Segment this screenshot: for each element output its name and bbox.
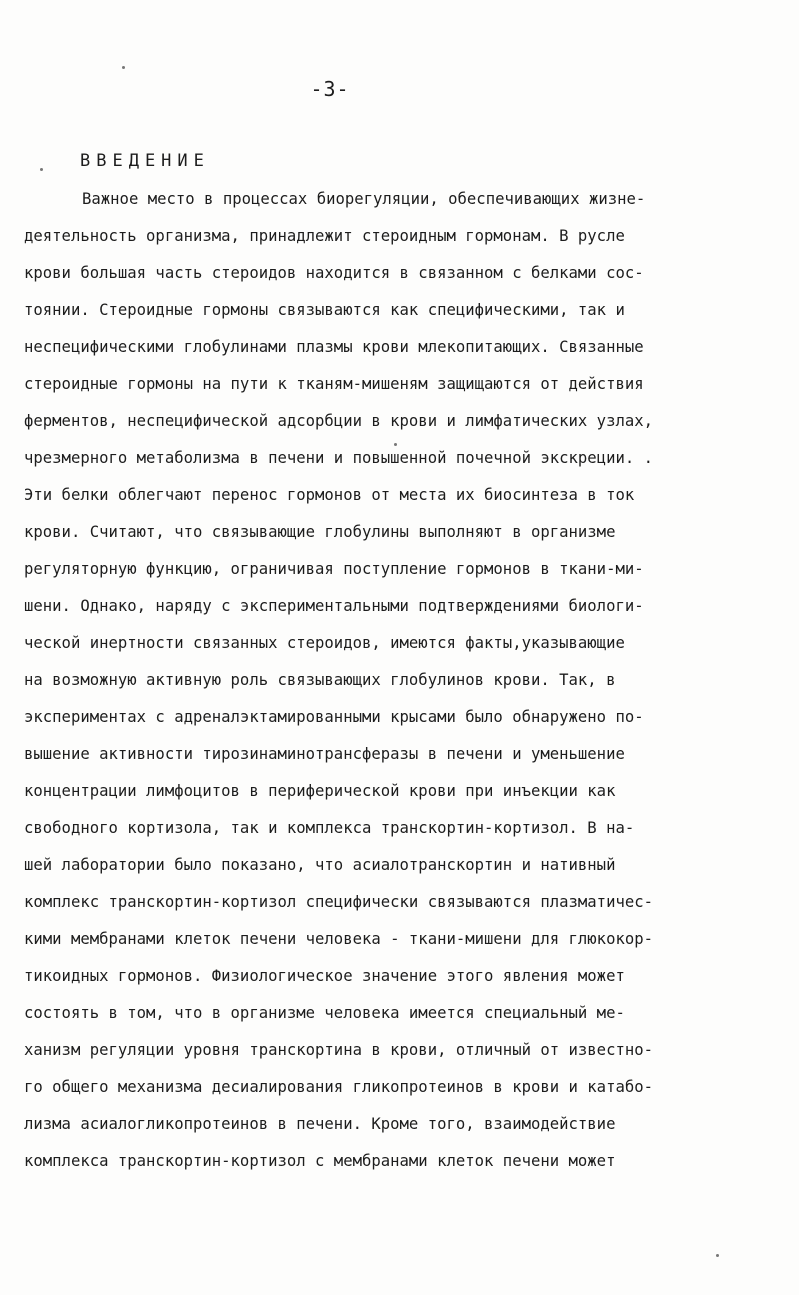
text-line: ханизм регуляции уровня транскортина в крови, отличный от известно- [24, 1041, 654, 1059]
text-line: комплекс транскортин-кортизол специфически связываются плазматичес- [24, 893, 654, 911]
paper-speck [122, 66, 125, 69]
text-line: ческой инертности связанных стероидов, имеются факты,указывающие [24, 634, 625, 652]
text-line: Важное место в процессах биорегуляции, обеспечивающих жизне- [82, 190, 646, 208]
paper-speck [716, 1254, 719, 1257]
text-line: чрезмерного метаболизма в печени и повышенной почечной экскреции. . [24, 449, 654, 467]
text-line: шей лаборатории было показано, что асиалотранскортин и нативный [24, 856, 616, 874]
text-line: крови большая часть стероидов находится в связанном с белками сос- [24, 264, 644, 282]
text-line: ферментов, неспецифической адсорбции в крови и лимфатических узлах, [24, 412, 654, 430]
text-line: комплекса транскортин-кортизол с мембранами клеток печени может [24, 1152, 616, 1170]
text-line: состоять в том, что в организме человека имеется специальный ме- [24, 1004, 625, 1022]
text-line: го общего механизма десиалирования гликопротеинов в крови и катабо- [24, 1078, 654, 1096]
page-number: -3- [310, 77, 350, 101]
text-line: свободного кортизола, так и комплекса транскортин-кортизол. В на- [24, 819, 635, 837]
text-line: деятельность организма, принадлежит стероидным гормонам. В русле [24, 227, 625, 245]
text-line: тикоидных гормонов. Физиологическое значение этого явления может [24, 967, 625, 985]
text-line: кими мембранами клеток печени человека - ткани-мишени для глюкокор- [24, 930, 654, 948]
text-line: лизма асиалогликопротеинов в печени. Кроме того, взаимодействие [24, 1115, 616, 1133]
text-line: крови. Считают, что связывающие глобулины выполняют в организме [24, 523, 616, 541]
text-line: экспериментах с адреналэктамированными крысами было обнаружено по- [24, 708, 644, 726]
text-line: регуляторную функцию, ограничивая поступление гормонов в ткани-ми- [24, 560, 644, 578]
text-line: шени. Однако, наряду с экспериментальными подтверждениями биологи- [24, 597, 644, 615]
text-line: Эти белки облегчают перенос гормонов от места их биосинтеза в ток [24, 486, 635, 504]
text-line: тоянии. Стероидные гормоны связываются как специфическими, так и [24, 301, 625, 319]
text-line: концентрации лимфоцитов в периферической крови при инъекции как [24, 782, 616, 800]
paper-speck [40, 168, 43, 171]
text-line: на возможную активную роль связывающих глобулинов крови. Так, в [24, 671, 616, 689]
text-line: неспецифическими глобулинами плазмы крови млекопитающих. Связанные [24, 338, 644, 356]
text-line: стероидные гормоны на пути к тканям-мишеням защищаются от действия [24, 375, 644, 393]
section-heading: ВВЕДЕНИЕ [80, 151, 210, 171]
text-line: вышение активности тирозинаминотрансферазы в печени и уменьшение [24, 745, 625, 763]
